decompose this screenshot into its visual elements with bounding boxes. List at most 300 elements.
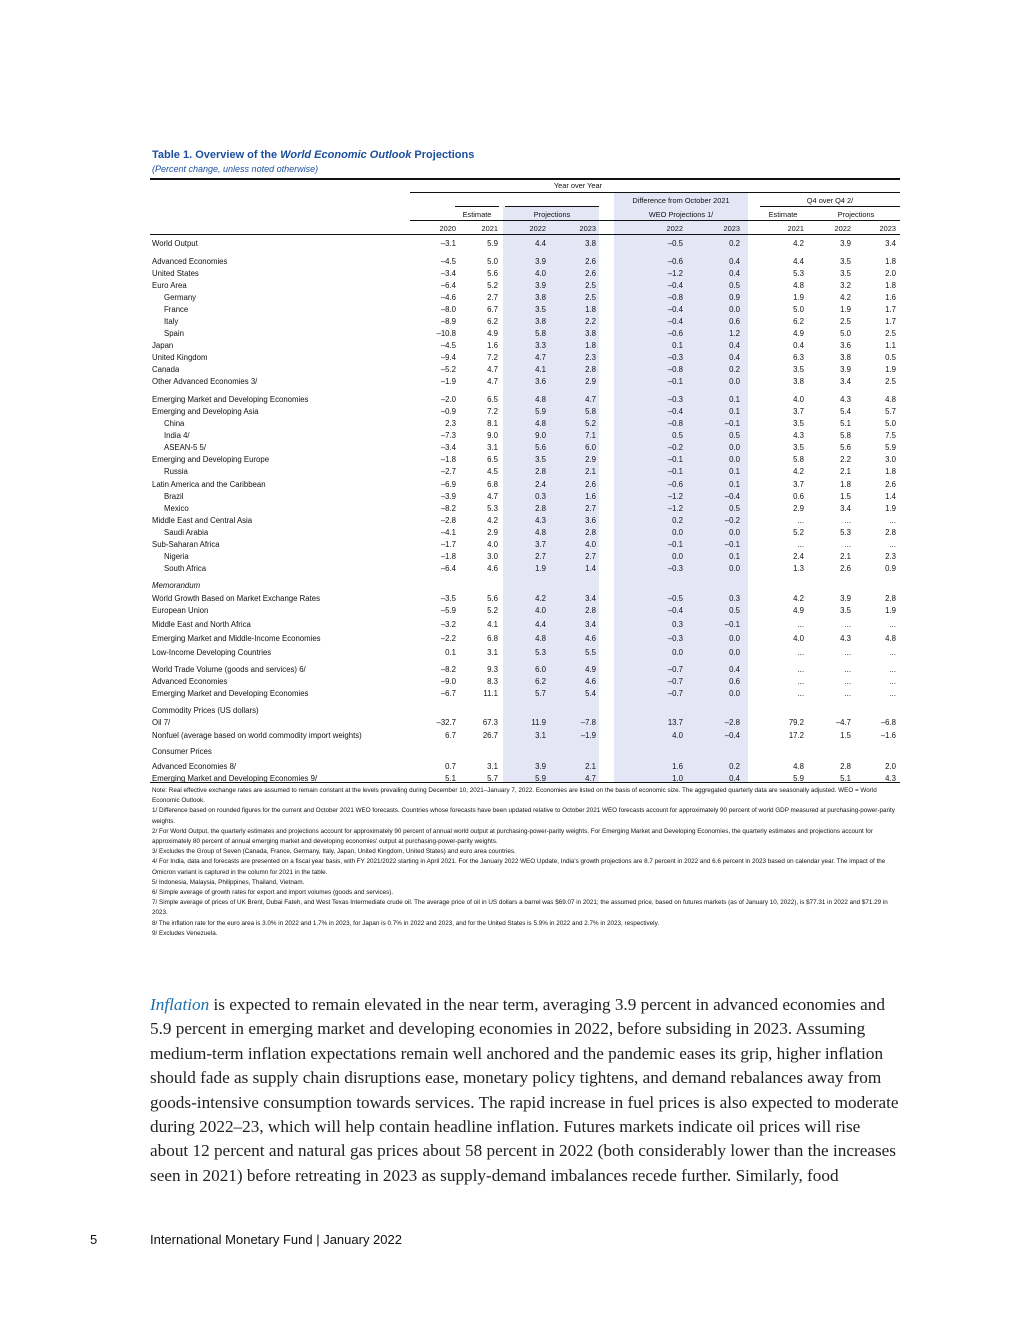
row-cell: –0.6	[667, 257, 683, 266]
year-header: 2023	[723, 224, 740, 233]
row-cell: 5.3	[535, 648, 546, 657]
row-cell: 0.2	[729, 365, 740, 374]
row-cell: 2.3	[585, 353, 596, 362]
row-cell: 1.9	[885, 365, 896, 374]
row-cell: –1.9	[440, 377, 456, 386]
table-row	[150, 466, 900, 478]
footer-source: International Monetary Fund | January 2022	[150, 1232, 402, 1247]
row-cell: 4.2	[793, 594, 804, 603]
row-cell: 5.7	[885, 407, 896, 416]
row-cell: 3.5	[840, 269, 851, 278]
row-cell: 3.5	[535, 305, 546, 314]
row-cell: –0.7	[667, 665, 683, 674]
row-cell: 3.9	[535, 281, 546, 290]
table-row	[150, 580, 900, 592]
row-cell: 3.6	[535, 377, 546, 386]
table-title-suffix: Projections	[411, 149, 475, 161]
row-cell: –3.1	[440, 239, 456, 248]
row-cell: –0.6	[667, 329, 683, 338]
row-cell: 4.6	[585, 634, 596, 643]
row-cell: 9.0	[487, 431, 498, 440]
row-cell: 5.9	[535, 407, 546, 416]
row-cell: 2.1	[585, 467, 596, 476]
row-cell: –0.4	[667, 317, 683, 326]
row-cell: 0.5	[729, 606, 740, 615]
row-cell: 0.1	[729, 407, 740, 416]
row-cell: –4.7	[835, 718, 851, 727]
table-top-rule	[150, 178, 900, 180]
row-cell: ...	[844, 516, 851, 525]
table-row	[150, 376, 900, 388]
row-cell: 0.1	[729, 552, 740, 561]
row-cell: 0.4	[729, 257, 740, 266]
row-cell: –6.9	[440, 480, 456, 489]
row-cell: 4.0	[585, 540, 596, 549]
row-cell: 4.7	[585, 395, 596, 404]
year-header: 2022	[666, 224, 683, 233]
header-projections: Projections	[533, 210, 571, 219]
row-cell: –1.2	[667, 504, 683, 513]
row-cell: –9.0	[440, 677, 456, 686]
row-cell: 2.1	[585, 762, 596, 771]
row-cell: 7.2	[487, 353, 498, 362]
row-cell: 4.7	[487, 492, 498, 501]
row-label: Advanced Economies	[152, 257, 228, 266]
row-label: Saudi Arabia	[164, 528, 209, 537]
year-header: 2021	[481, 224, 498, 233]
row-label: Japan	[152, 341, 174, 350]
row-cell: 2.6	[885, 480, 896, 489]
row-cell: 4.2	[487, 516, 498, 525]
row-cell: ...	[797, 620, 804, 629]
row-cell: –10.8	[436, 329, 456, 338]
row-cell: 2.8	[585, 606, 596, 615]
row-label: Euro Area	[152, 281, 187, 290]
row-cell: 5.0	[793, 305, 804, 314]
row-label: Mexico	[164, 504, 189, 513]
row-cell: 1.7	[885, 317, 896, 326]
year-header: 2022	[834, 224, 851, 233]
row-cell: –2.0	[440, 395, 456, 404]
projections-rule	[505, 206, 599, 207]
row-label: World Output	[152, 239, 198, 248]
row-cell: 4.5	[487, 467, 498, 476]
table-row	[150, 406, 900, 418]
row-cell: 4.4	[535, 620, 546, 629]
row-cell: 1.9	[885, 504, 896, 513]
row-label: United States	[152, 269, 199, 278]
row-cell: –1.7	[440, 540, 456, 549]
row-cell: 7.5	[885, 431, 896, 440]
row-cell: 5.8	[840, 431, 851, 440]
row-cell: –0.3	[667, 395, 683, 404]
row-cell: ...	[844, 665, 851, 674]
table-note: 4/ For India, data and forecasts are presented on a fiscal year basis, with FY 2021/2022 starting in April 2021. For the January 2022 WEO Update, India's growth projections are 8.7 percent in 2022 and 6.6 percent in 2023 based on calendar year. The impact of the Omicron variant is captured in the column for 2021 in the table.	[152, 858, 886, 876]
table-row	[150, 292, 900, 304]
row-cell: –0.8	[667, 293, 683, 302]
row-cell: 3.8	[585, 329, 596, 338]
body-lead: Inflation	[150, 995, 210, 1014]
row-cell: 6.8	[487, 480, 498, 489]
row-cell: 4.0	[535, 606, 546, 615]
row-cell: 4.4	[535, 239, 546, 248]
row-cell: 0.6	[729, 317, 740, 326]
row-cell: 5.3	[487, 504, 498, 513]
row-cell: 1.9	[885, 606, 896, 615]
years-rule	[410, 220, 900, 221]
row-cell: 4.8	[535, 419, 546, 428]
table-row	[150, 746, 900, 758]
row-label: Nonfuel (average based on world commodity import weights)	[152, 731, 362, 740]
table-row	[150, 328, 900, 340]
row-cell: 9.0	[535, 431, 546, 440]
row-cell: 0.4	[729, 774, 740, 783]
row-cell: 2.8	[585, 365, 596, 374]
table-row	[150, 539, 900, 551]
table-note: 6/ Simple average of growth rates for export and import volumes (goods and services).	[152, 889, 394, 897]
row-cell: 3.1	[487, 648, 498, 657]
row-cell: 5.5	[585, 648, 596, 657]
row-label: World Growth Based on Market Exchange Rates	[152, 594, 321, 603]
row-cell: 2.6	[840, 564, 851, 573]
row-cell: 0.4	[729, 353, 740, 362]
row-cell: –1.9	[580, 731, 596, 740]
row-cell: –0.1	[724, 540, 740, 549]
row-cell: 3.5	[840, 257, 851, 266]
row-cell: 7.1	[585, 431, 596, 440]
table-row	[150, 773, 900, 785]
table-row	[150, 647, 900, 659]
row-cell: 5.3	[793, 269, 804, 278]
row-cell: 3.4	[840, 504, 851, 513]
table-note: 2/ For World Output, the quarterly estimates and projections account for approximately 90 percent of annual world output at purchasing-power-parity weights. For Emerging Market and Developing Economies, the quarterly estimates and projections account for approximately 80 percent of annual emerging market and developing economies' output at purchasing-power-parity weights.	[152, 827, 873, 846]
row-cell: 0.0	[729, 648, 740, 657]
row-cell: –0.1	[667, 467, 683, 476]
row-cell: 0.5	[729, 431, 740, 440]
row-cell: 2.5	[585, 281, 596, 290]
row-cell: –0.7	[667, 689, 683, 698]
row-cell: 0.5	[672, 431, 683, 440]
row-cell: 4.3	[793, 431, 804, 440]
row-cell: 13.7	[667, 718, 683, 727]
row-cell: –0.7	[667, 677, 683, 686]
row-cell: 1.4	[585, 564, 596, 573]
row-cell: –0.4	[667, 281, 683, 290]
row-cell: 2.6	[585, 269, 596, 278]
row-cell: –8.0	[440, 305, 456, 314]
row-cell: 2.7	[585, 552, 596, 561]
table-title-italic: World Economic Outlook	[280, 149, 412, 161]
row-label: Canada	[152, 365, 180, 374]
row-cell: 4.0	[793, 634, 804, 643]
row-cell: 1.9	[793, 293, 804, 302]
row-cell: 0.5	[729, 504, 740, 513]
row-cell: 0.4	[729, 665, 740, 674]
row-cell: –0.4	[667, 305, 683, 314]
row-cell: 1.5	[840, 731, 851, 740]
row-cell: –6.8	[880, 718, 896, 727]
row-cell: 5.1	[840, 774, 851, 783]
row-cell: 5.0	[840, 329, 851, 338]
row-cell: ...	[797, 516, 804, 525]
table-row	[150, 705, 900, 717]
row-cell: 5.6	[535, 443, 546, 452]
row-cell: 26.7	[482, 731, 498, 740]
header-estimate: Estimate	[462, 210, 492, 219]
row-cell: 4.0	[793, 395, 804, 404]
table-row	[150, 688, 900, 700]
table-row	[150, 364, 900, 376]
row-label: World Trade Volume (goods and services) 6/	[152, 665, 306, 674]
row-cell: 5.4	[840, 407, 851, 416]
row-cell: 2.4	[535, 480, 546, 489]
row-label: Sub-Saharan Africa	[152, 540, 220, 549]
table-title-prefix: Table 1. Overview of the	[152, 149, 281, 161]
row-cell: 3.5	[793, 443, 804, 452]
row-cell: –0.5	[667, 239, 683, 248]
row-cell: ...	[797, 540, 804, 549]
row-cell: 2.6	[585, 257, 596, 266]
row-cell: 3.1	[487, 443, 498, 452]
row-cell: 5.0	[885, 419, 896, 428]
year-header: 2021	[787, 224, 804, 233]
row-cell: 2.4	[793, 552, 804, 561]
row-cell: 0.0	[672, 648, 683, 657]
row-cell: 3.9	[840, 239, 851, 248]
table-row	[150, 256, 900, 268]
row-cell: 1.2	[729, 329, 740, 338]
q4-rule	[760, 206, 900, 207]
header-diff-line2: WEO Projections 1/	[648, 210, 714, 219]
row-cell: 5.9	[535, 774, 546, 783]
row-label: Emerging Market and Developing Economies 9/	[152, 774, 318, 783]
table-row	[150, 563, 900, 575]
row-label: Advanced Economies	[152, 677, 228, 686]
row-cell: 0.4	[729, 341, 740, 350]
row-cell: –4.6	[440, 293, 456, 302]
row-cell: 4.3	[840, 634, 851, 643]
row-cell: 17.2	[788, 731, 804, 740]
row-cell: 2.8	[535, 504, 546, 513]
row-cell: 3.5	[840, 606, 851, 615]
row-cell: 3.6	[585, 516, 596, 525]
row-label: ASEAN-5 5/	[164, 443, 207, 452]
row-cell: –1.2	[667, 269, 683, 278]
row-cell: 0.4	[793, 341, 804, 350]
row-cell: 3.6	[840, 341, 851, 350]
row-label: Consumer Prices	[152, 747, 212, 756]
row-cell: –0.4	[724, 492, 740, 501]
row-cell: –4.1	[440, 528, 456, 537]
row-cell: 79.2	[788, 718, 804, 727]
row-cell: 6.2	[535, 677, 546, 686]
row-cell: 9.3	[487, 665, 498, 674]
row-cell: 0.1	[445, 648, 456, 657]
row-cell: 4.7	[487, 365, 498, 374]
row-cell: –6.7	[440, 689, 456, 698]
table-row	[150, 605, 900, 617]
row-cell: 0.6	[793, 492, 804, 501]
row-cell: –0.9	[440, 407, 456, 416]
row-cell: –0.6	[667, 480, 683, 489]
row-cell: –2.2	[440, 634, 456, 643]
row-cell: 4.6	[487, 564, 498, 573]
row-cell: 0.4	[729, 269, 740, 278]
row-cell: 5.7	[535, 689, 546, 698]
row-cell: –0.3	[667, 634, 683, 643]
row-label: Advanced Economies 8/	[152, 762, 237, 771]
row-cell: 5.9	[793, 774, 804, 783]
table-row	[150, 551, 900, 563]
row-cell: 2.5	[840, 317, 851, 326]
row-cell: 1.8	[885, 257, 896, 266]
row-label: Emerging and Developing Europe	[152, 455, 270, 464]
row-cell: 2.8	[885, 528, 896, 537]
row-label: Low-Income Developing Countries	[152, 648, 272, 657]
row-cell: 1.5	[840, 492, 851, 501]
row-cell: 3.5	[793, 365, 804, 374]
yoy-rule	[410, 192, 900, 193]
row-cell: –0.1	[724, 620, 740, 629]
row-cell: 0.0	[729, 564, 740, 573]
row-cell: –2.8	[440, 516, 456, 525]
year-header: 2023	[579, 224, 596, 233]
row-cell: 4.7	[535, 353, 546, 362]
row-cell: 1.7	[885, 305, 896, 314]
table-note: 1/ Difference based on rounded figures for the current and October 2021 WEO forecasts. Countries whose forecasts have been updated relative to October 2021 WEO forecasts account for approximately 90 percent of world GDP measured at purchasing-power-parity weights.	[152, 807, 895, 825]
row-cell: –9.4	[440, 353, 456, 362]
row-cell: –3.5	[440, 594, 456, 603]
row-cell: 3.4	[585, 620, 596, 629]
row-cell: 3.8	[535, 317, 546, 326]
row-cell: 4.9	[793, 329, 804, 338]
row-cell: 6.5	[487, 455, 498, 464]
row-cell: 3.5	[793, 419, 804, 428]
row-cell: 2.7	[535, 552, 546, 561]
row-cell: 3.2	[840, 281, 851, 290]
row-cell: 5.8	[585, 407, 596, 416]
row-cell: 0.0	[729, 528, 740, 537]
row-cell: –6.4	[440, 564, 456, 573]
row-cell: 4.0	[487, 540, 498, 549]
table-subtitle: (Percent change, unless noted otherwise)	[152, 164, 319, 174]
table-title	[152, 149, 474, 161]
row-cell: 2.5	[885, 377, 896, 386]
row-label: Spain	[164, 329, 184, 338]
table-row	[150, 430, 900, 442]
row-cell: 11.9	[531, 718, 546, 727]
row-cell: 0.0	[729, 443, 740, 452]
table-row	[150, 676, 900, 688]
table-row	[150, 664, 900, 676]
row-cell: 0.0	[729, 689, 740, 698]
row-cell: ...	[844, 620, 851, 629]
row-label: France	[164, 305, 189, 314]
table-row	[150, 619, 900, 631]
row-cell: 3.0	[885, 455, 896, 464]
table-note: Note: Real effective exchange rates are assumed to remain constant at the levels prevailing during December 10, 2021–January 7, 2022. Economies are listed on the basis of economic size. The aggregated quarterly data are seasonally adjusted. WEO = World Economic Outlook.	[152, 787, 877, 805]
table-row	[150, 730, 900, 742]
row-label: Emerging Market and Developing Economies	[152, 689, 309, 698]
row-cell: 0.9	[729, 293, 740, 302]
row-cell: 0.9	[885, 564, 896, 573]
table-row	[150, 515, 900, 527]
row-cell: 0.1	[729, 480, 740, 489]
row-cell: 0.0	[672, 528, 683, 537]
year-header: 2022	[529, 224, 546, 233]
row-cell: 2.7	[585, 504, 596, 513]
row-cell: 2.8	[840, 762, 851, 771]
table-row	[150, 491, 900, 503]
row-cell: 4.8	[535, 395, 546, 404]
row-cell: 4.9	[487, 329, 498, 338]
table-row	[150, 316, 900, 328]
row-cell: 2.5	[585, 293, 596, 302]
row-cell: 1.8	[840, 480, 851, 489]
row-cell: –0.8	[667, 365, 683, 374]
row-label: Memorandum	[152, 581, 201, 590]
row-cell: 4.1	[535, 365, 546, 374]
row-label: European Union	[152, 606, 209, 615]
table-row	[150, 418, 900, 430]
table-row	[150, 633, 900, 645]
row-cell: 0.0	[729, 455, 740, 464]
row-cell: ...	[889, 540, 896, 549]
row-cell: 3.4	[585, 594, 596, 603]
row-cell: 3.8	[793, 377, 804, 386]
row-cell: 0.0	[729, 305, 740, 314]
row-cell: 1.8	[885, 281, 896, 290]
row-cell: –0.2	[667, 443, 683, 452]
row-cell: 3.4	[840, 377, 851, 386]
row-cell: 0.1	[672, 341, 683, 350]
row-label: Emerging Market and Middle-Income Economies	[152, 634, 321, 643]
row-cell: 1.8	[585, 341, 596, 350]
table-row	[150, 352, 900, 364]
header-yoy: Year over Year	[553, 181, 603, 190]
row-cell: –4.5	[440, 341, 456, 350]
row-cell: 3.8	[535, 293, 546, 302]
year-header: 2020	[439, 224, 456, 233]
row-cell: 0.7	[445, 762, 456, 771]
row-cell: 6.8	[487, 634, 498, 643]
row-cell: 2.5	[885, 329, 896, 338]
row-cell: 0.2	[672, 516, 683, 525]
row-cell: 5.6	[840, 443, 851, 452]
row-cell: 4.2	[535, 594, 546, 603]
row-cell: 2.8	[585, 528, 596, 537]
row-cell: ...	[797, 689, 804, 698]
row-cell: 1.3	[793, 564, 804, 573]
row-label: Nigeria	[164, 552, 189, 561]
row-cell: 6.2	[487, 317, 498, 326]
row-cell: 4.2	[840, 293, 851, 302]
row-cell: –0.2	[724, 516, 740, 525]
row-cell: 5.0	[487, 257, 498, 266]
row-cell: 1.1	[885, 341, 896, 350]
row-cell: 1.9	[535, 564, 546, 573]
row-cell: 5.1	[445, 774, 456, 783]
year-header: 2023	[879, 224, 896, 233]
row-cell: –8.2	[440, 504, 456, 513]
row-cell: 4.8	[535, 634, 546, 643]
body-text: is expected to remain elevated in the near term, averaging 3.9 percent in advanced economies and 5.9 percent in emerging market and developing economies in 2022, before subsiding in 2023. Assuming medium-term inflation expectations remain well anchored and the pandemic eases its grip, higher inflation should fade as supply chain disruptions ease, monetary policy tightens, and demand rebalances away from goods-intensive consumption towards services. The rapid increase in fuel prices is also expected to moderate during 2022–23, which will help contain headline inflation. Futures markets indicate oil prices will rise about 12 percent and natural gas prices about 58 percent in 2022 (both considerably lower than the increases seen in 2021) before retreating in 2023 as supply-demand imbalances recede further. Similarly, food	[150, 995, 899, 1185]
row-cell: –3.2	[440, 620, 456, 629]
row-cell: 5.4	[585, 689, 596, 698]
row-cell: 4.8	[535, 528, 546, 537]
row-cell: 5.7	[487, 774, 498, 783]
row-cell: –2.7	[440, 467, 456, 476]
